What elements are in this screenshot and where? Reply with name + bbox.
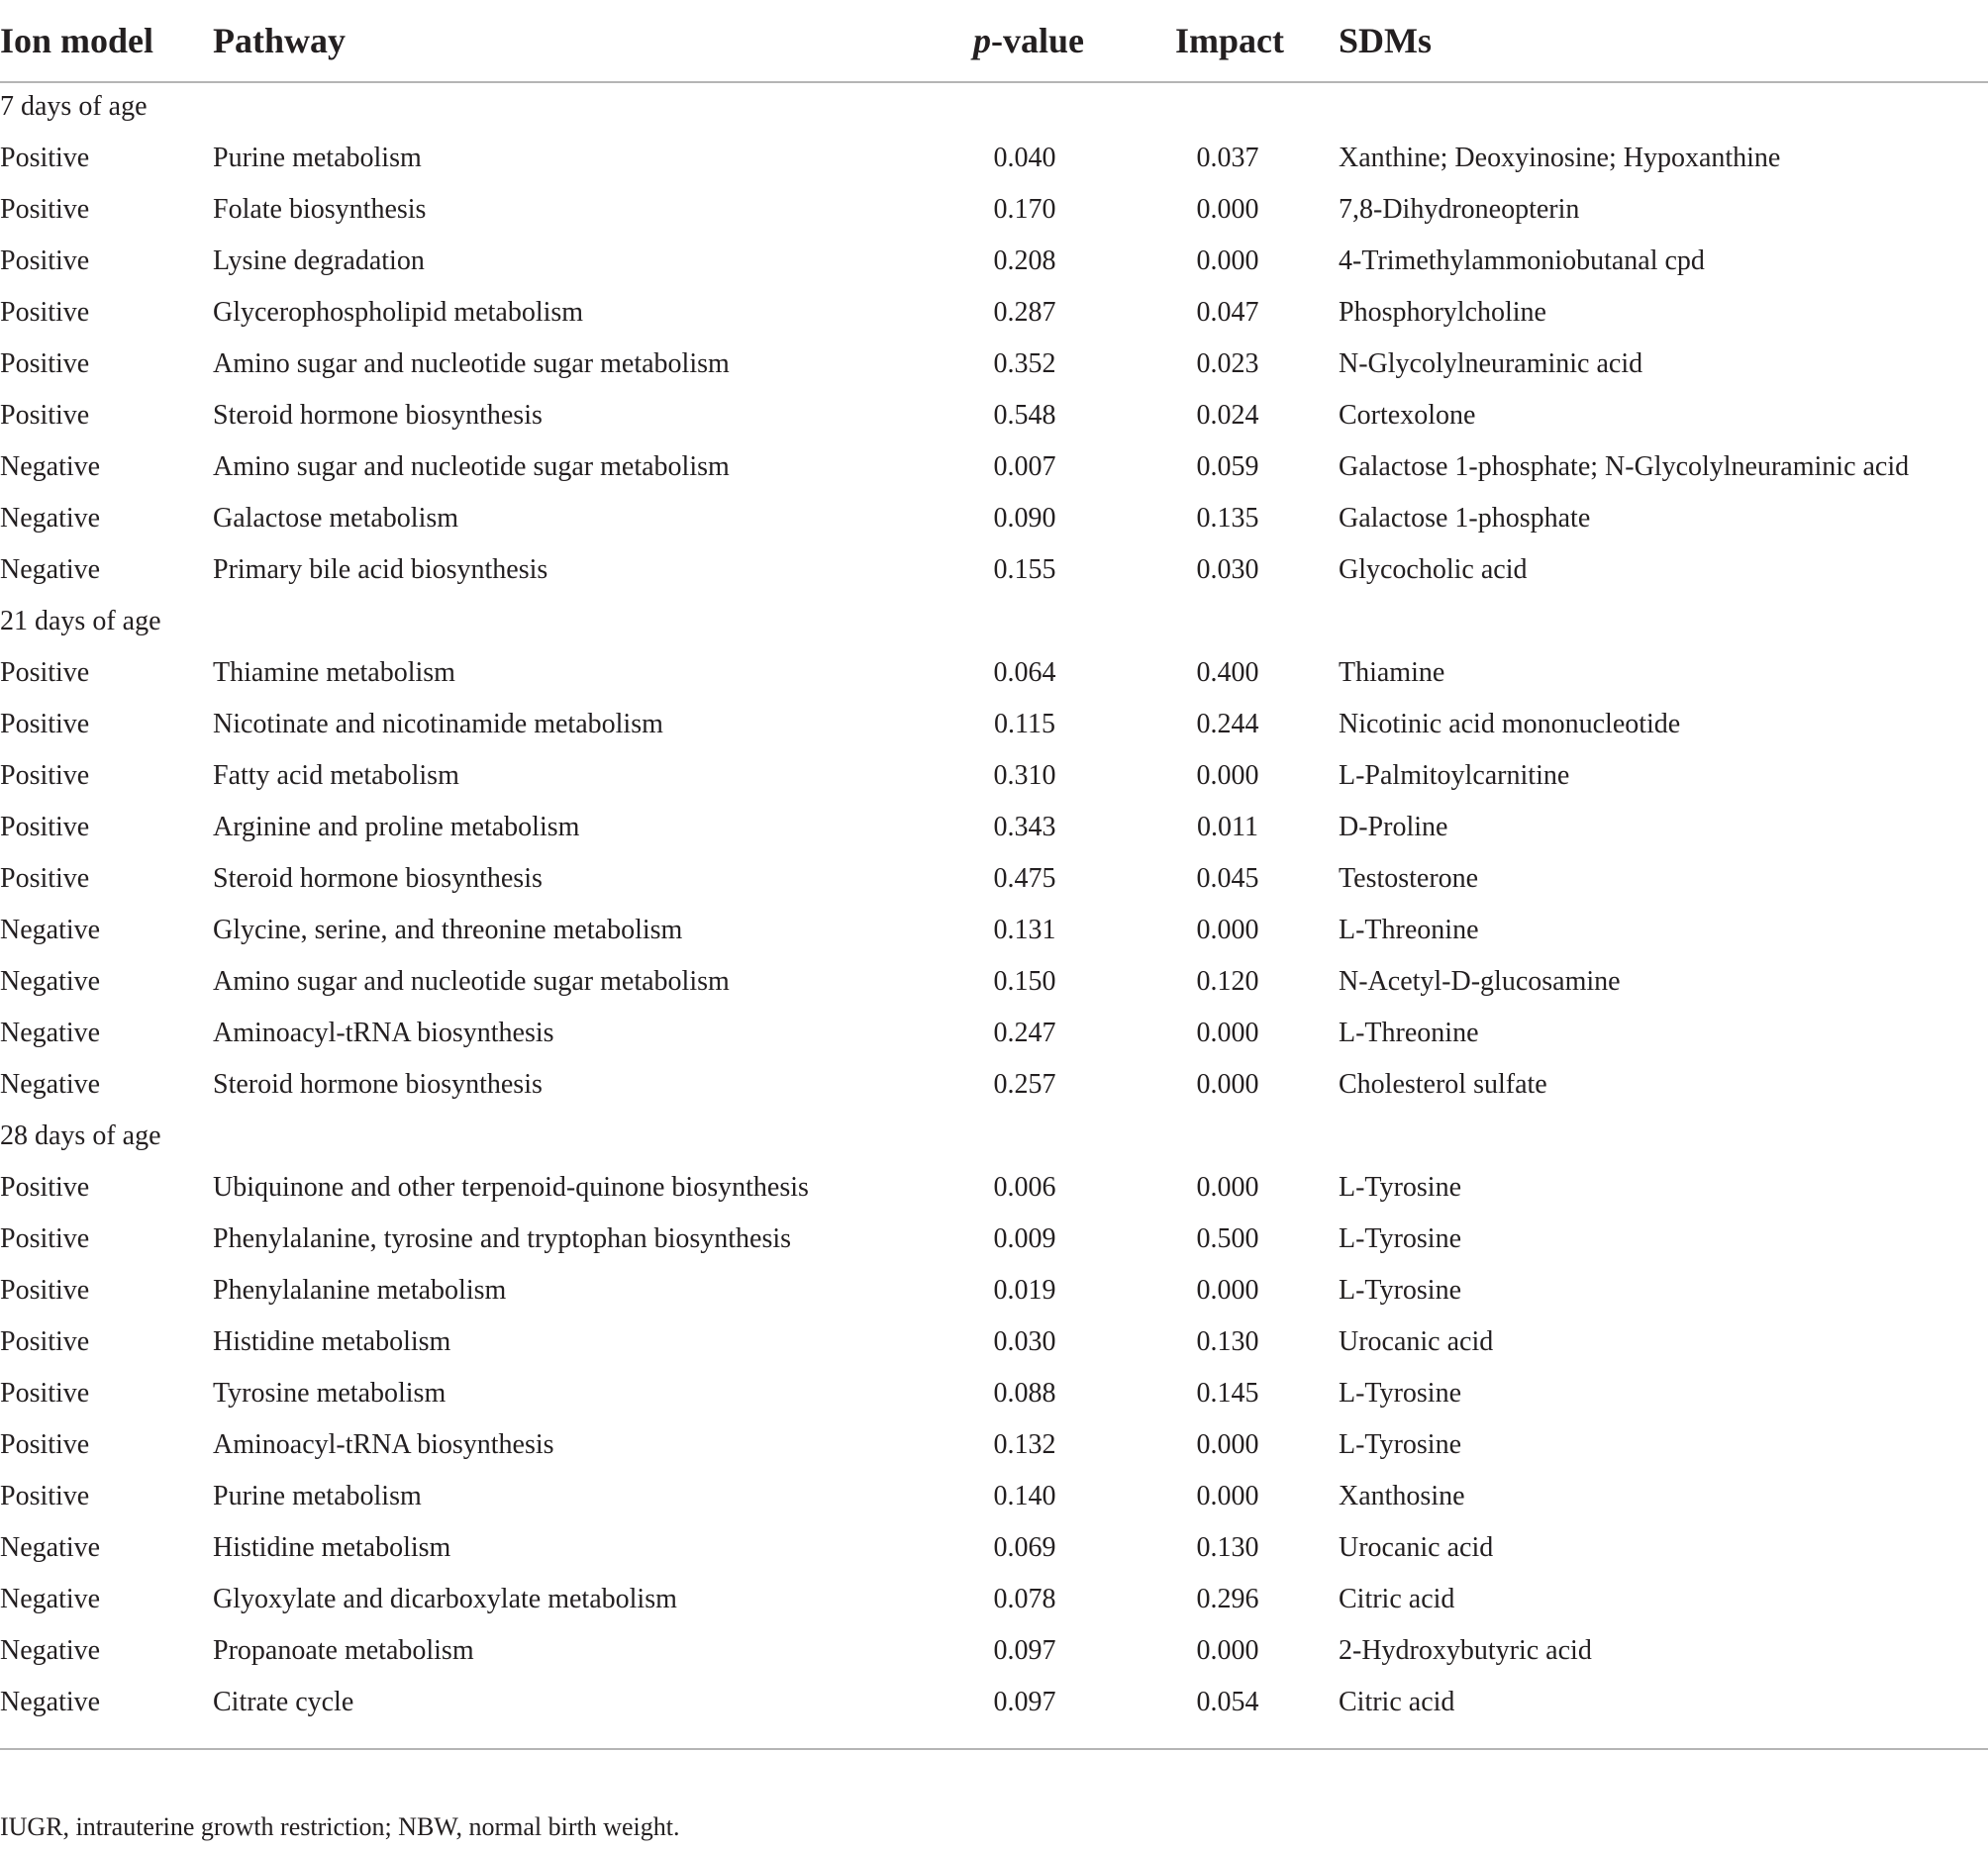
table-row — [0, 1419, 1988, 1471]
cell-ion-model: Positive — [0, 1326, 90, 1357]
cell-sdms: Nicotinic acid mononucleotide — [1339, 709, 1681, 739]
group-label: 28 days of age — [0, 1120, 161, 1151]
cell-pathway: Aminoacyl-tRNA biosynthesis — [213, 1429, 554, 1460]
cell-pathway: Histidine metabolism — [213, 1532, 451, 1563]
cell-impact: 0.400 — [1196, 657, 1259, 688]
cell-ion-model: Positive — [0, 1172, 90, 1203]
cell-pathway: Arginine and proline metabolism — [213, 812, 580, 842]
cell-sdms: Phosphorylcholine — [1339, 297, 1546, 328]
cell-impact: 0.000 — [1196, 1172, 1259, 1203]
group-header-row — [0, 596, 1988, 647]
cell-ion-model: Positive — [0, 245, 90, 276]
cell-sdms: L-Tyrosine — [1339, 1275, 1462, 1306]
cell-impact: 0.000 — [1196, 1069, 1259, 1100]
cell-ion-model: Positive — [0, 1481, 90, 1511]
cell-p-value: 0.064 — [993, 657, 1056, 688]
cell-sdms: Urocanic acid — [1339, 1532, 1494, 1563]
table-bottom-rule — [0, 1748, 1988, 1750]
cell-impact: 0.145 — [1196, 1378, 1259, 1409]
cell-impact: 0.135 — [1196, 503, 1259, 534]
cell-pathway: Citrate cycle — [213, 1687, 354, 1717]
cell-sdms: L-Tyrosine — [1339, 1172, 1462, 1203]
cell-ion-model: Negative — [0, 1687, 101, 1717]
cell-impact: 0.023 — [1196, 348, 1259, 379]
cell-pathway: Amino sugar and nucleotide sugar metabolism — [213, 966, 730, 997]
cell-pathway: Glyoxylate and dicarboxylate metabolism — [213, 1584, 677, 1614]
cell-ion-model: Negative — [0, 1069, 101, 1100]
cell-sdms: N-Glycolylneuraminic acid — [1339, 348, 1643, 379]
table-row — [0, 802, 1988, 853]
cell-pathway: Steroid hormone biosynthesis — [213, 400, 543, 431]
table-row — [0, 339, 1988, 390]
table-row — [0, 1677, 1988, 1728]
table-row — [0, 544, 1988, 596]
cell-impact: 0.000 — [1196, 1275, 1259, 1306]
header-p-value-italic: p — [973, 21, 991, 60]
cell-pathway: Steroid hormone biosynthesis — [213, 1069, 543, 1100]
cell-ion-model: Positive — [0, 143, 90, 173]
cell-sdms: Galactose 1-phosphate; N-Glycolylneuraminic acid — [1339, 451, 1910, 482]
cell-sdms: L-Threonine — [1339, 915, 1479, 945]
cell-ion-model: Negative — [0, 1018, 101, 1048]
cell-p-value: 0.131 — [993, 915, 1056, 945]
cell-sdms: Xanthine; Deoxyinosine; Hypoxanthine — [1339, 143, 1781, 173]
cell-ion-model: Positive — [0, 348, 90, 379]
cell-impact: 0.130 — [1196, 1326, 1259, 1357]
cell-sdms: 2-Hydroxybutyric acid — [1339, 1635, 1592, 1666]
table-header-row — [0, 0, 1988, 83]
cell-sdms: L-Tyrosine — [1339, 1378, 1462, 1409]
cell-sdms: L-Tyrosine — [1339, 1429, 1462, 1460]
cell-sdms: L-Palmitoylcarnitine — [1339, 760, 1570, 791]
cell-impact: 0.500 — [1196, 1223, 1259, 1254]
cell-p-value: 0.006 — [993, 1172, 1056, 1203]
cell-p-value: 0.310 — [993, 760, 1056, 791]
cell-p-value: 0.132 — [993, 1429, 1056, 1460]
cell-impact: 0.000 — [1196, 1481, 1259, 1511]
table-row — [0, 1625, 1988, 1677]
cell-impact: 0.000 — [1196, 245, 1259, 276]
cell-ion-model: Positive — [0, 812, 90, 842]
cell-impact: 0.130 — [1196, 1532, 1259, 1563]
cell-impact: 0.296 — [1196, 1584, 1259, 1614]
cell-p-value: 0.009 — [993, 1223, 1056, 1254]
table-row — [0, 390, 1988, 441]
cell-pathway: Folate biosynthesis — [213, 194, 427, 225]
cell-p-value: 0.115 — [994, 709, 1055, 739]
cell-p-value: 0.040 — [993, 143, 1056, 173]
table-row — [0, 1574, 1988, 1625]
table-row — [0, 184, 1988, 236]
group-header-row — [0, 1111, 1988, 1162]
cell-pathway: Purine metabolism — [213, 1481, 422, 1511]
cell-impact: 0.037 — [1196, 143, 1259, 173]
group-header-row — [0, 81, 1988, 133]
cell-impact: 0.045 — [1196, 863, 1259, 894]
cell-p-value: 0.030 — [993, 1326, 1056, 1357]
cell-p-value: 0.069 — [993, 1532, 1056, 1563]
cell-p-value: 0.140 — [993, 1481, 1056, 1511]
cell-ion-model: Positive — [0, 709, 90, 739]
cell-p-value: 0.088 — [993, 1378, 1056, 1409]
cell-ion-model: Negative — [0, 966, 101, 997]
cell-pathway: Steroid hormone biosynthesis — [213, 863, 543, 894]
cell-p-value: 0.247 — [993, 1018, 1056, 1048]
cell-impact: 0.059 — [1196, 451, 1259, 482]
cell-pathway: Glycine, serine, and threonine metabolism — [213, 915, 683, 945]
cell-p-value: 0.007 — [993, 451, 1056, 482]
cell-ion-model: Positive — [0, 863, 90, 894]
cell-p-value: 0.019 — [993, 1275, 1056, 1306]
cell-impact: 0.000 — [1196, 194, 1259, 225]
group-label: 7 days of age — [0, 91, 148, 122]
cell-sdms: Citric acid — [1339, 1584, 1455, 1614]
cell-ion-model: Positive — [0, 297, 90, 328]
cell-p-value: 0.078 — [993, 1584, 1056, 1614]
table-row — [0, 905, 1988, 956]
cell-sdms: L-Threonine — [1339, 1018, 1479, 1048]
header-sdms: SDMs — [1339, 21, 1433, 60]
table-row — [0, 133, 1988, 184]
cell-impact: 0.030 — [1196, 554, 1259, 585]
cell-pathway: Tyrosine metabolism — [213, 1378, 447, 1409]
cell-impact: 0.000 — [1196, 1429, 1259, 1460]
cell-sdms: L-Tyrosine — [1339, 1223, 1462, 1254]
cell-sdms: Testosterone — [1339, 863, 1479, 894]
cell-p-value: 0.097 — [993, 1635, 1056, 1666]
table-row — [0, 1522, 1988, 1574]
table-row — [0, 1368, 1988, 1419]
cell-ion-model: Positive — [0, 1429, 90, 1460]
table-row — [0, 853, 1988, 905]
cell-impact: 0.000 — [1196, 915, 1259, 945]
cell-p-value: 0.170 — [993, 194, 1056, 225]
cell-impact: 0.244 — [1196, 709, 1259, 739]
cell-ion-model: Positive — [0, 400, 90, 431]
cell-pathway: Phenylalanine metabolism — [213, 1275, 507, 1306]
cell-pathway: Aminoacyl-tRNA biosynthesis — [213, 1018, 554, 1048]
cell-ion-model: Negative — [0, 451, 101, 482]
cell-sdms: Glycocholic acid — [1339, 554, 1528, 585]
cell-pathway: Histidine metabolism — [213, 1326, 451, 1357]
header-p-value-suffix: -value — [991, 21, 1084, 60]
cell-pathway: Primary bile acid biosynthesis — [213, 554, 548, 585]
cell-p-value: 0.208 — [993, 245, 1056, 276]
table-row — [0, 699, 1988, 750]
table-row — [0, 1214, 1988, 1265]
cell-pathway: Lysine degradation — [213, 245, 425, 276]
cell-ion-model: Negative — [0, 554, 101, 585]
cell-impact: 0.011 — [1197, 812, 1258, 842]
cell-ion-model: Positive — [0, 1378, 90, 1409]
cell-impact: 0.000 — [1196, 760, 1259, 791]
cell-pathway: Ubiquinone and other terpenoid-quinone biosynthesis — [213, 1172, 809, 1203]
cell-p-value: 0.352 — [993, 348, 1056, 379]
cell-ion-model: Positive — [0, 760, 90, 791]
cell-ion-model: Negative — [0, 1584, 101, 1614]
header-ion-model: Ion model — [0, 21, 154, 60]
cell-ion-model: Negative — [0, 1532, 101, 1563]
cell-ion-model: Negative — [0, 1635, 101, 1666]
table-row — [0, 750, 1988, 802]
cell-p-value: 0.343 — [993, 812, 1056, 842]
cell-pathway: Nicotinate and nicotinamide metabolism — [213, 709, 663, 739]
table-row — [0, 441, 1988, 493]
table-row — [0, 956, 1988, 1008]
cell-pathway: Thiamine metabolism — [213, 657, 455, 688]
cell-pathway: Fatty acid metabolism — [213, 760, 459, 791]
cell-pathway: Purine metabolism — [213, 143, 422, 173]
cell-ion-model: Negative — [0, 503, 101, 534]
table-footnote: IUGR, intrauterine growth restriction; NBW, normal birth weight. — [0, 1812, 680, 1841]
cell-pathway: Glycerophospholipid metabolism — [213, 297, 584, 328]
cell-p-value: 0.090 — [993, 503, 1056, 534]
table-row — [0, 1059, 1988, 1111]
cell-pathway: Galactose metabolism — [213, 503, 459, 534]
header-impact: Impact — [1175, 21, 1284, 60]
cell-pathway: Phenylalanine, tyrosine and tryptophan biosynthesis — [213, 1223, 792, 1254]
table-row — [0, 287, 1988, 339]
cell-sdms: Cholesterol sulfate — [1339, 1069, 1547, 1100]
cell-ion-model: Positive — [0, 657, 90, 688]
cell-p-value: 0.097 — [993, 1687, 1056, 1717]
table-row — [0, 236, 1988, 287]
cell-sdms: 4-Trimethylammoniobutanal cpd — [1339, 245, 1705, 276]
cell-sdms: Xanthosine — [1339, 1481, 1465, 1511]
cell-pathway: Amino sugar and nucleotide sugar metabolism — [213, 451, 730, 482]
cell-p-value: 0.287 — [993, 297, 1056, 328]
cell-sdms: Cortexolone — [1339, 400, 1476, 431]
table-row — [0, 1162, 1988, 1214]
cell-sdms: N-Acetyl-D-glucosamine — [1339, 966, 1621, 997]
cell-p-value: 0.150 — [993, 966, 1056, 997]
table-row — [0, 1008, 1988, 1059]
header-p-value — [973, 18, 1084, 63]
cell-impact: 0.000 — [1196, 1635, 1259, 1666]
cell-impact: 0.024 — [1196, 400, 1259, 431]
cell-p-value: 0.257 — [993, 1069, 1056, 1100]
table-row — [0, 1471, 1988, 1522]
cell-pathway: Amino sugar and nucleotide sugar metabolism — [213, 348, 730, 379]
table-row — [0, 493, 1988, 544]
cell-sdms: 7,8-Dihydroneopterin — [1339, 194, 1580, 225]
group-label: 21 days of age — [0, 606, 161, 636]
cell-sdms: D-Proline — [1339, 812, 1448, 842]
table-row — [0, 647, 1988, 699]
cell-impact: 0.047 — [1196, 297, 1259, 328]
table-row — [0, 1316, 1988, 1368]
cell-sdms: Citric acid — [1339, 1687, 1455, 1717]
table-row — [0, 1265, 1988, 1316]
cell-impact: 0.000 — [1196, 1018, 1259, 1048]
cell-p-value: 0.155 — [993, 554, 1056, 585]
cell-sdms: Thiamine — [1339, 657, 1445, 688]
header-pathway: Pathway — [213, 21, 346, 60]
cell-ion-model: Negative — [0, 915, 101, 945]
cell-p-value: 0.548 — [993, 400, 1056, 431]
cell-ion-model: Positive — [0, 1275, 90, 1306]
cell-sdms: Urocanic acid — [1339, 1326, 1494, 1357]
cell-p-value: 0.475 — [993, 863, 1056, 894]
cell-ion-model: Positive — [0, 1223, 90, 1254]
cell-impact: 0.054 — [1196, 1687, 1259, 1717]
cell-ion-model: Positive — [0, 194, 90, 225]
cell-impact: 0.120 — [1196, 966, 1259, 997]
cell-pathway: Propanoate metabolism — [213, 1635, 474, 1666]
cell-sdms: Galactose 1-phosphate — [1339, 503, 1591, 534]
